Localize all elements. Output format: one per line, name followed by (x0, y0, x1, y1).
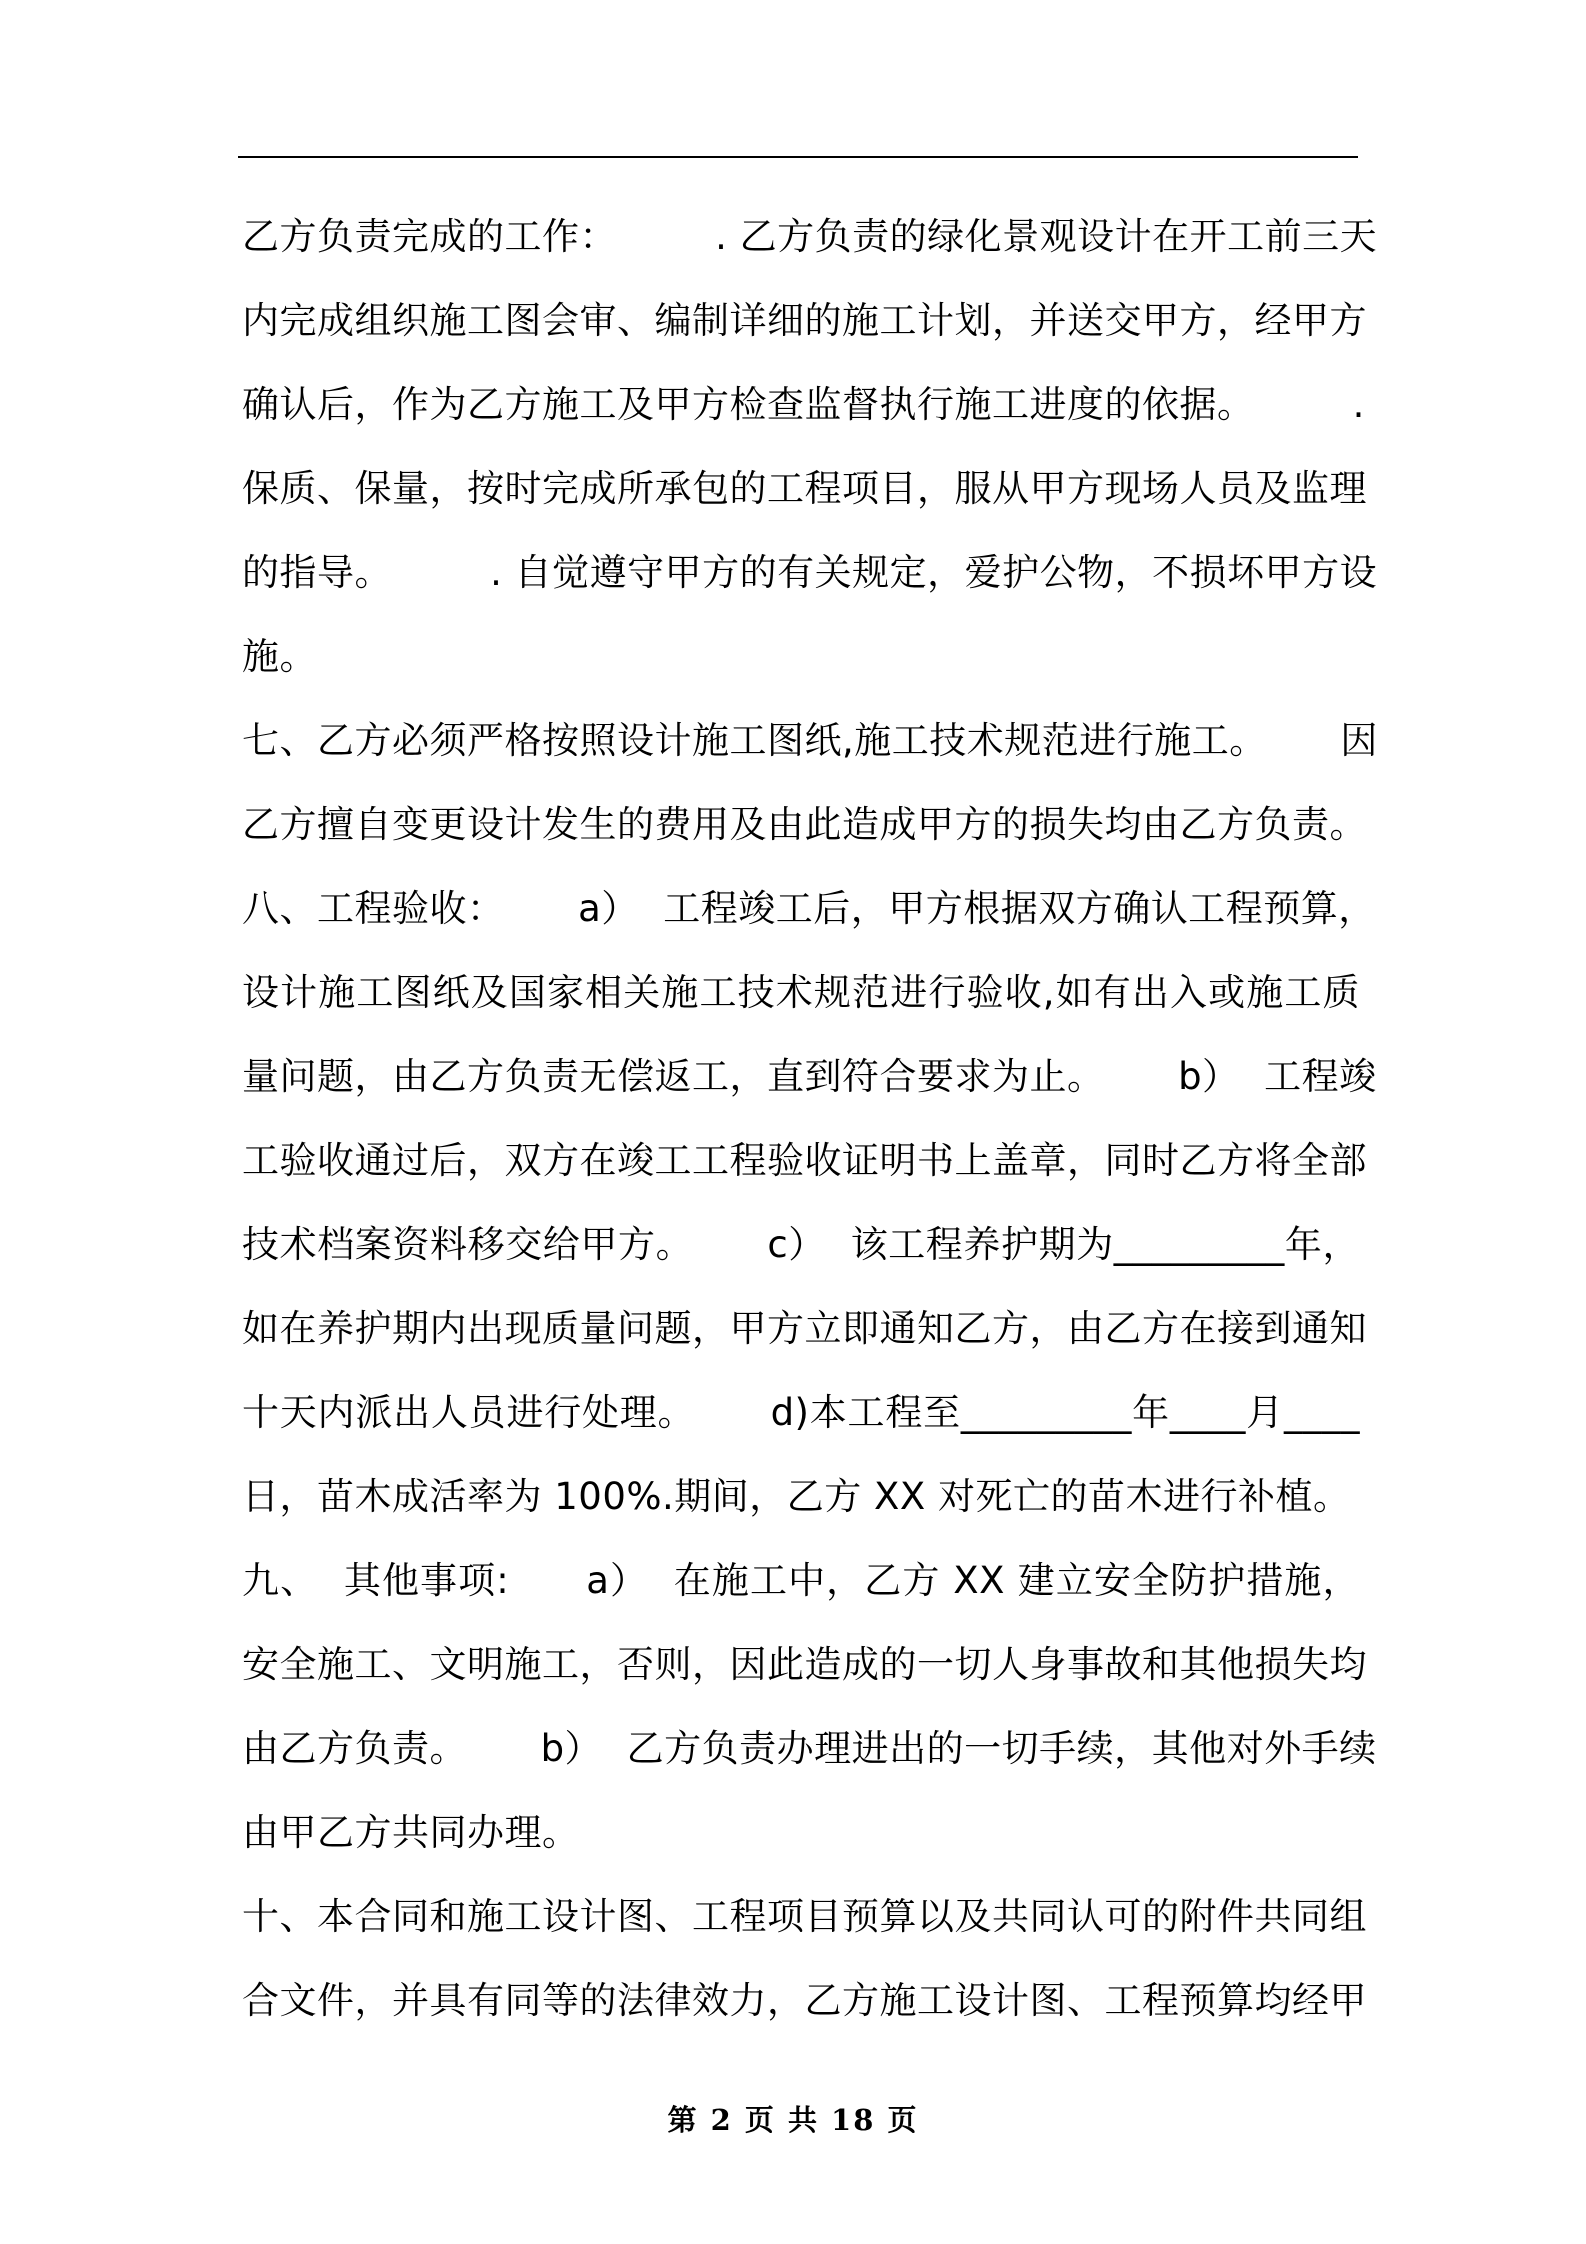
text-line: 九、 其他事项: a） 在施工中，乙方 XX 建立安全防护措施， (242, 1559, 1360, 1602)
text-line: 十天内派出人员进行处理。 d)本工程至_________年____月____ (242, 1391, 1360, 1434)
text-line: 合文件，并具有同等的法律效力，乙方施工设计图、工程预算均经甲 (242, 1979, 1367, 2022)
text-line: 由乙方负责。 b） 乙方负责办理进出的一切手续，其他对外手续 (242, 1727, 1377, 1770)
text-line: 技术档案资料移交给甲方。 c） 该工程养护期为_________年， (242, 1223, 1360, 1266)
text-line: 确认后，作为乙方施工及甲方检查监督执行施工进度的依据。 . (242, 383, 1365, 426)
text-line: 八、工程验收： a） 工程竣工后，甲方根据双方确认工程预算， (242, 887, 1376, 930)
page-footer: 第 2 页 共 18 页 (667, 2103, 919, 2137)
document-body (242, 195, 1378, 2043)
text-line: 乙方擅自变更设计发生的费用及由此造成甲方的损失均由乙方负责。 (242, 803, 1367, 846)
text-line: 内完成组织施工图会审、编制详细的施工计划，并送交甲方，经甲方 (242, 299, 1367, 342)
text-line: 设计施工图纸及国家相关施工技术规范进行验收,如有出入或施工质 (242, 971, 1360, 1014)
text-line: 七、乙方必须严格按照设计施工图纸,施工技术规范进行施工。 因 (242, 719, 1378, 762)
text-line: 工验收通过后，双方在竣工工程验收证明书上盖章，同时乙方将全部 (242, 1139, 1367, 1182)
text-line: 由甲乙方共同办理。 (242, 1811, 580, 1854)
text-line: 乙方负责完成的工作： . 乙方负责的绿化景观设计在开工前三天 (242, 215, 1378, 258)
text-line: 的指导。 . 自觉遵守甲方的有关规定，爱护公物，不损坏甲方设 (242, 551, 1378, 594)
text-line: 量问题，由乙方负责无偿返工，直到符合要求为止。 b） 工程竣 (242, 1055, 1377, 1098)
text-line: 安全施工、文明施工，否则，因此造成的一切人身事故和其他损失均 (242, 1643, 1367, 1686)
text-line: 如在养护期内出现质量问题，甲方立即通知乙方，由乙方在接到通知 (242, 1307, 1367, 1350)
text-line: 十、本合同和施工设计图、工程项目预算以及共同认可的附件共同组 (242, 1895, 1367, 1938)
text-line: 保质、保量，按时完成所承包的工程项目，服从甲方现场人员及监理 (242, 467, 1367, 510)
header-rule (238, 156, 1358, 158)
text-line: 日，苗木成活率为 100%.期间，乙方 XX 对死亡的苗木进行补植。 (242, 1475, 1351, 1518)
text-line: 施。 (242, 635, 317, 678)
